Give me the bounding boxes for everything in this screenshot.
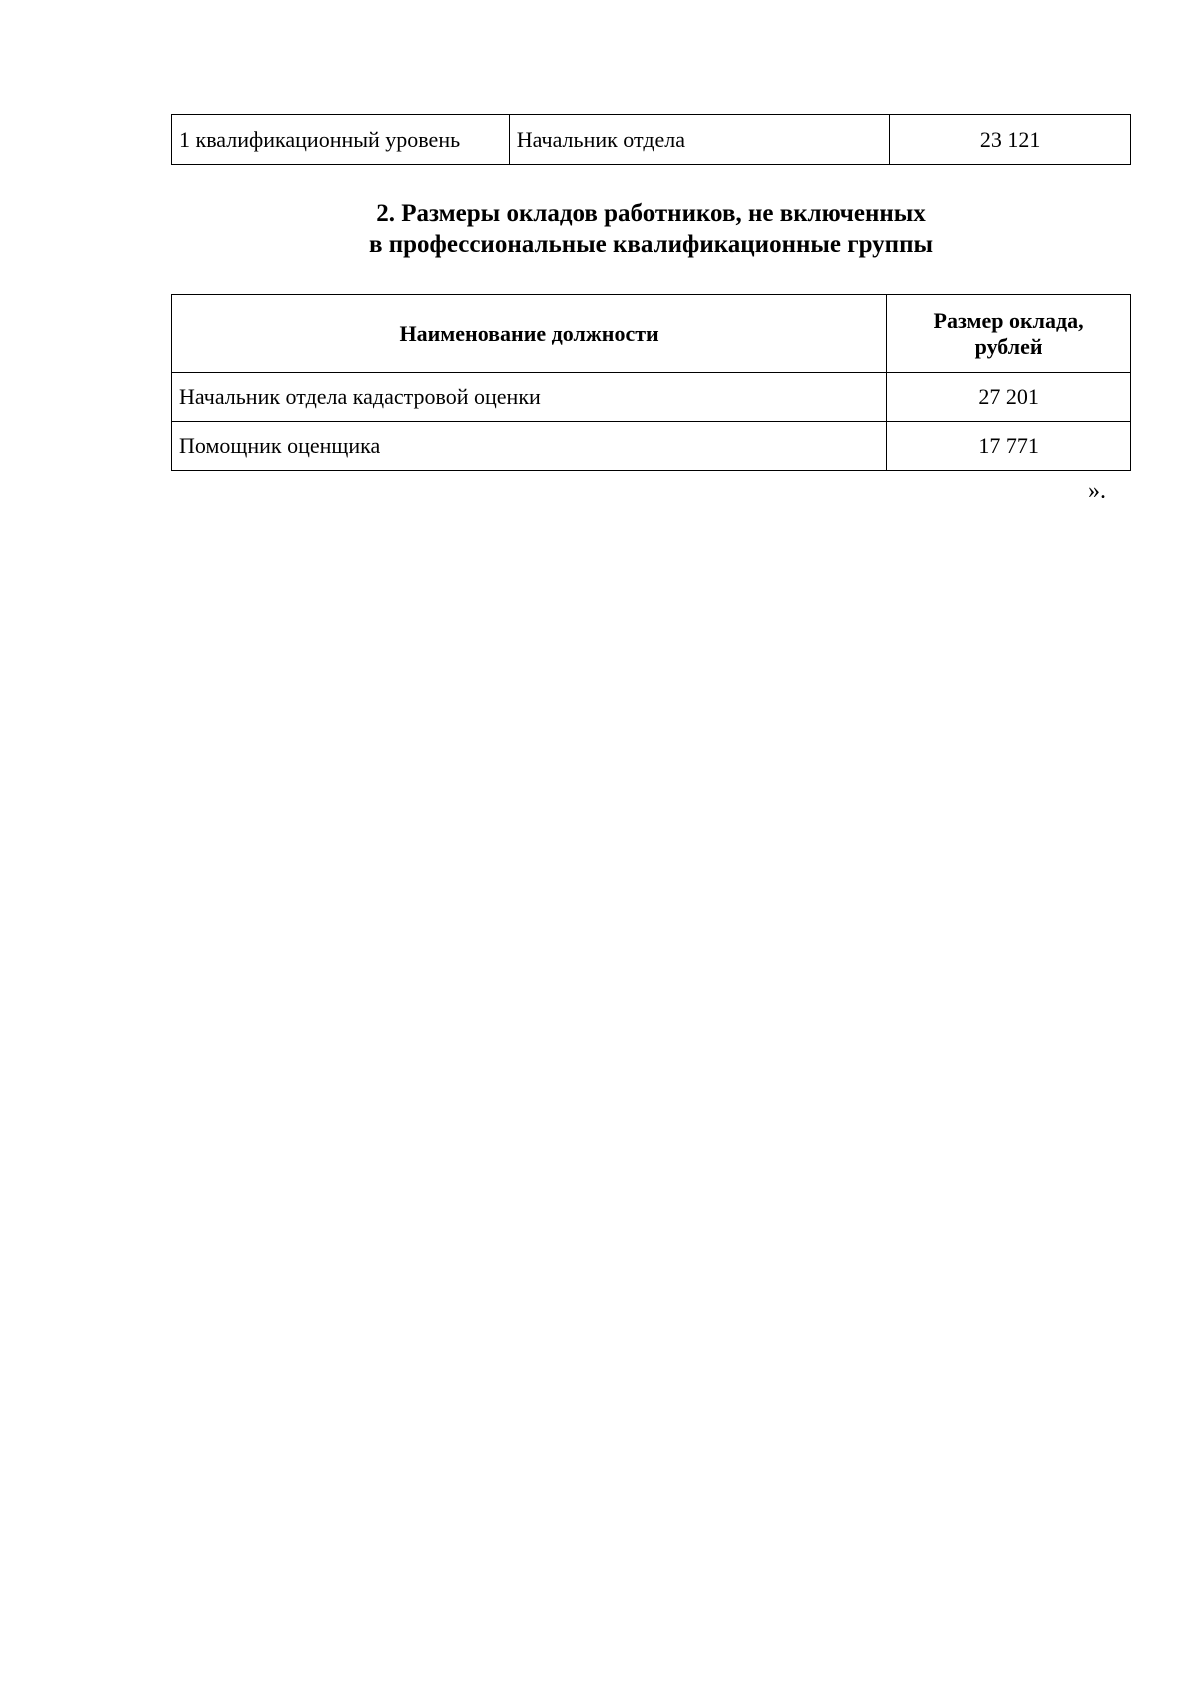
position-cell: Начальник отдела xyxy=(509,115,890,165)
table-row xyxy=(172,373,1131,422)
salary-cell: 17 771 xyxy=(887,422,1131,471)
table-row xyxy=(172,115,1131,165)
salary-table xyxy=(171,294,1131,471)
header-salary-line-2: рублей xyxy=(974,333,1043,359)
qualification-level-cell: 1 квалификационный уровень xyxy=(172,115,510,165)
salary-cell: 27 201 xyxy=(887,373,1131,422)
section-heading-line-1: 2. Размеры окладов работников, не включенных xyxy=(376,200,926,227)
section-heading-line-2: в профессиональные квалификационные группы xyxy=(368,231,933,258)
qualification-level-table xyxy=(171,114,1131,165)
header-position-name: Наименование должности xyxy=(172,295,887,373)
position-cell: Начальник отдела кадастровой оценки xyxy=(172,373,887,422)
closing-quote: ». xyxy=(1088,478,1106,504)
salary-cell: 23 121 xyxy=(890,115,1131,165)
table-row xyxy=(172,422,1131,471)
position-cell: Помощник оценщика xyxy=(172,422,887,471)
header-salary-size xyxy=(887,295,1131,373)
table-header-row xyxy=(172,295,1131,373)
section-heading xyxy=(171,198,1131,260)
header-salary-line-1: Размер оклада, xyxy=(933,307,1084,333)
